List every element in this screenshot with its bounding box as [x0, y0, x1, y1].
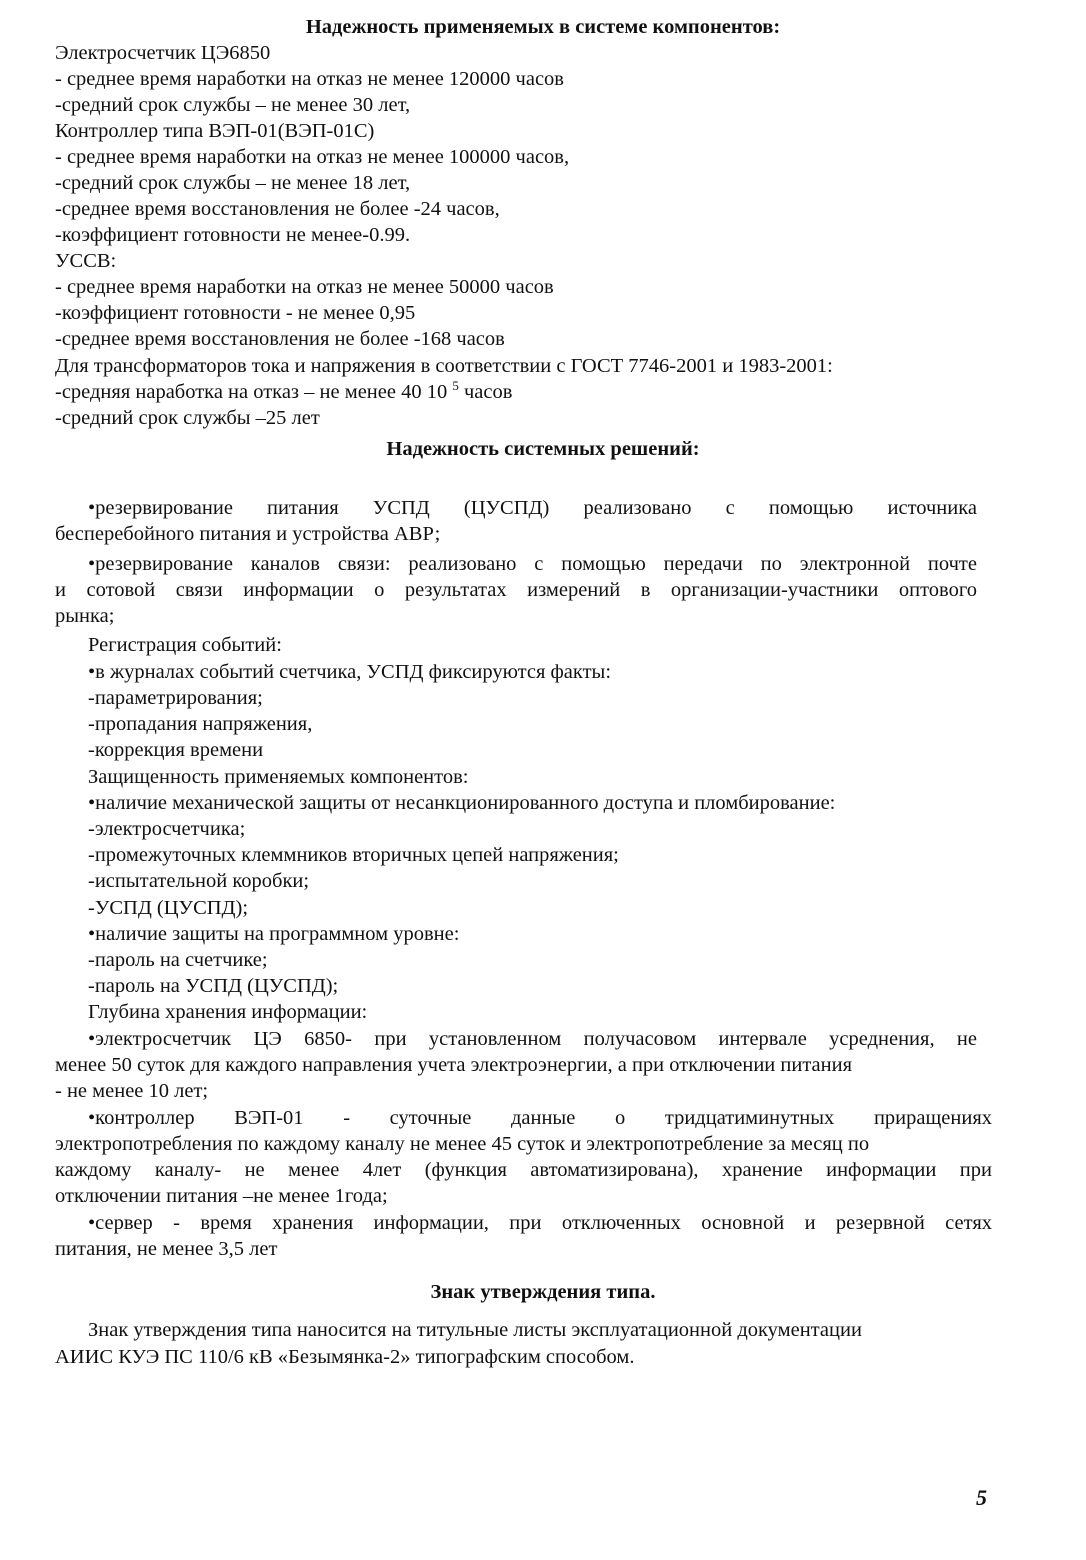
list-item: Глубина хранения информации:	[88, 1001, 368, 1023]
list-item: -пароль на счетчике;	[88, 949, 268, 971]
page-number: 5	[976, 1485, 987, 1510]
text-line: -коэффициент готовности не менее-0.99.	[55, 224, 411, 246]
paragraph-line: •резервирование питания УСПД (ЦУСПД) реализовано с помощью источника	[88, 497, 977, 519]
list-item: -электросчетчика;	[88, 818, 246, 840]
list-item: -коррекция времени	[88, 739, 264, 761]
list-item: -пароль на УСПД (ЦУСПД);	[88, 975, 339, 997]
section-heading-components: Надежность применяемых в системе компонентов:	[305, 16, 781, 38]
mtbf-line	[55, 380, 512, 404]
text-line: -средний срок службы – не менее 18 лет,	[55, 172, 411, 194]
list-item: •в журналах событий счетчика, УСПД фиксируются факты:	[88, 661, 612, 683]
paragraph-line: каждому каналу- не менее 4лет (функция автоматизирована), хранение информации при	[55, 1159, 992, 1181]
paragraph-line: АИИС КУЭ ПС 110/6 кВ «Безымянка-2» типографским способом.	[55, 1346, 635, 1368]
paragraph-line: бесперебойного питания и устройства АВР;	[55, 523, 441, 545]
paragraph-line: Знак утверждения типа наносится на титульные листы эксплуатационной документации	[88, 1319, 862, 1341]
paragraph-line: и сотовой связи информации о результатах измерений в организации-участники оптового	[55, 579, 977, 601]
list-item: Защищенность применяемых компонентов:	[88, 766, 469, 788]
paragraph-line: •контроллер ВЭП-01 - суточные данные о тридцатиминутных приращениях	[88, 1107, 992, 1129]
list-item: -параметрирования;	[88, 687, 263, 709]
paragraph-line: - не менее 10 лет;	[55, 1080, 209, 1102]
text-line: -средний срок службы – не менее 30 лет,	[55, 94, 411, 116]
paragraph-line: менее 50 суток для каждого направления учета электроэнергии, а при отключении питания	[55, 1054, 853, 1076]
text-line: Контроллер типа ВЭП-01(ВЭП-01С)	[55, 120, 375, 142]
list-item: -пропадания напряжения,	[88, 713, 313, 735]
text-line: - среднее время наработки на отказ не менее 100000 часов,	[55, 146, 570, 168]
paragraph-line: •электросчетчик ЦЭ 6850- при установленном получасовом интервале усреднения, не	[88, 1028, 977, 1050]
text-line: -среднее время восстановления не более -24 часов,	[55, 198, 500, 220]
list-item: -испытательной коробки;	[88, 870, 310, 892]
text-line: Электросчетчик ЦЭ6850	[55, 42, 271, 64]
text-line: -коэффициент готовности - не менее 0,95	[55, 302, 416, 324]
list-item: -УСПД (ЦУСПД);	[88, 897, 249, 919]
text-line: - среднее время наработки на отказ не менее 50000 часов	[55, 276, 554, 298]
list-item: •наличие механической защиты от несанкционированного доступа и пломбирование:	[88, 792, 836, 814]
paragraph-line: рынка;	[55, 605, 115, 627]
section-heading-type-approval: Знак утверждения типа.	[430, 1281, 656, 1303]
paragraph-line: питания, не менее 3,5 лет	[55, 1238, 278, 1260]
text-line: -среднее время восстановления не более -168 часов	[55, 328, 505, 350]
mtbf-prefix: -средняя наработка на отказ – не менее 40 10	[55, 381, 448, 403]
text-line: -средний срок службы –25 лет	[55, 407, 320, 429]
paragraph-line: •резервирование каналов связи: реализовано с помощью передачи по электронной почте	[88, 553, 977, 575]
paragraph-line: •сервер - время хранения информации, при отключенных основной и резервной сетях	[88, 1212, 992, 1234]
text-line: - среднее время наработки на отказ не менее 120000 часов	[55, 68, 564, 90]
list-item: Регистрация событий:	[88, 634, 282, 656]
paragraph-line: электропотребления по каждому каналу не менее 45 суток и электропотребление за месяц по	[55, 1133, 870, 1155]
paragraph-line: отключении питания –не менее 1года;	[55, 1185, 388, 1207]
text-line: УССВ:	[55, 250, 117, 272]
text-line: Для трансформаторов тока и напряжения в соответствии с ГОСТ 7746-2001 и 1983-2001:	[55, 355, 833, 377]
list-item: •наличие защиты на программном уровне:	[88, 923, 460, 945]
list-item: -промежуточных клеммников вторичных цепей напряжения;	[88, 844, 619, 866]
section-heading-system-solutions: Надежность системных решений:	[386, 438, 700, 460]
mtbf-suffix: часов	[458, 381, 513, 403]
mtbf-exponent: 5	[452, 378, 459, 393]
